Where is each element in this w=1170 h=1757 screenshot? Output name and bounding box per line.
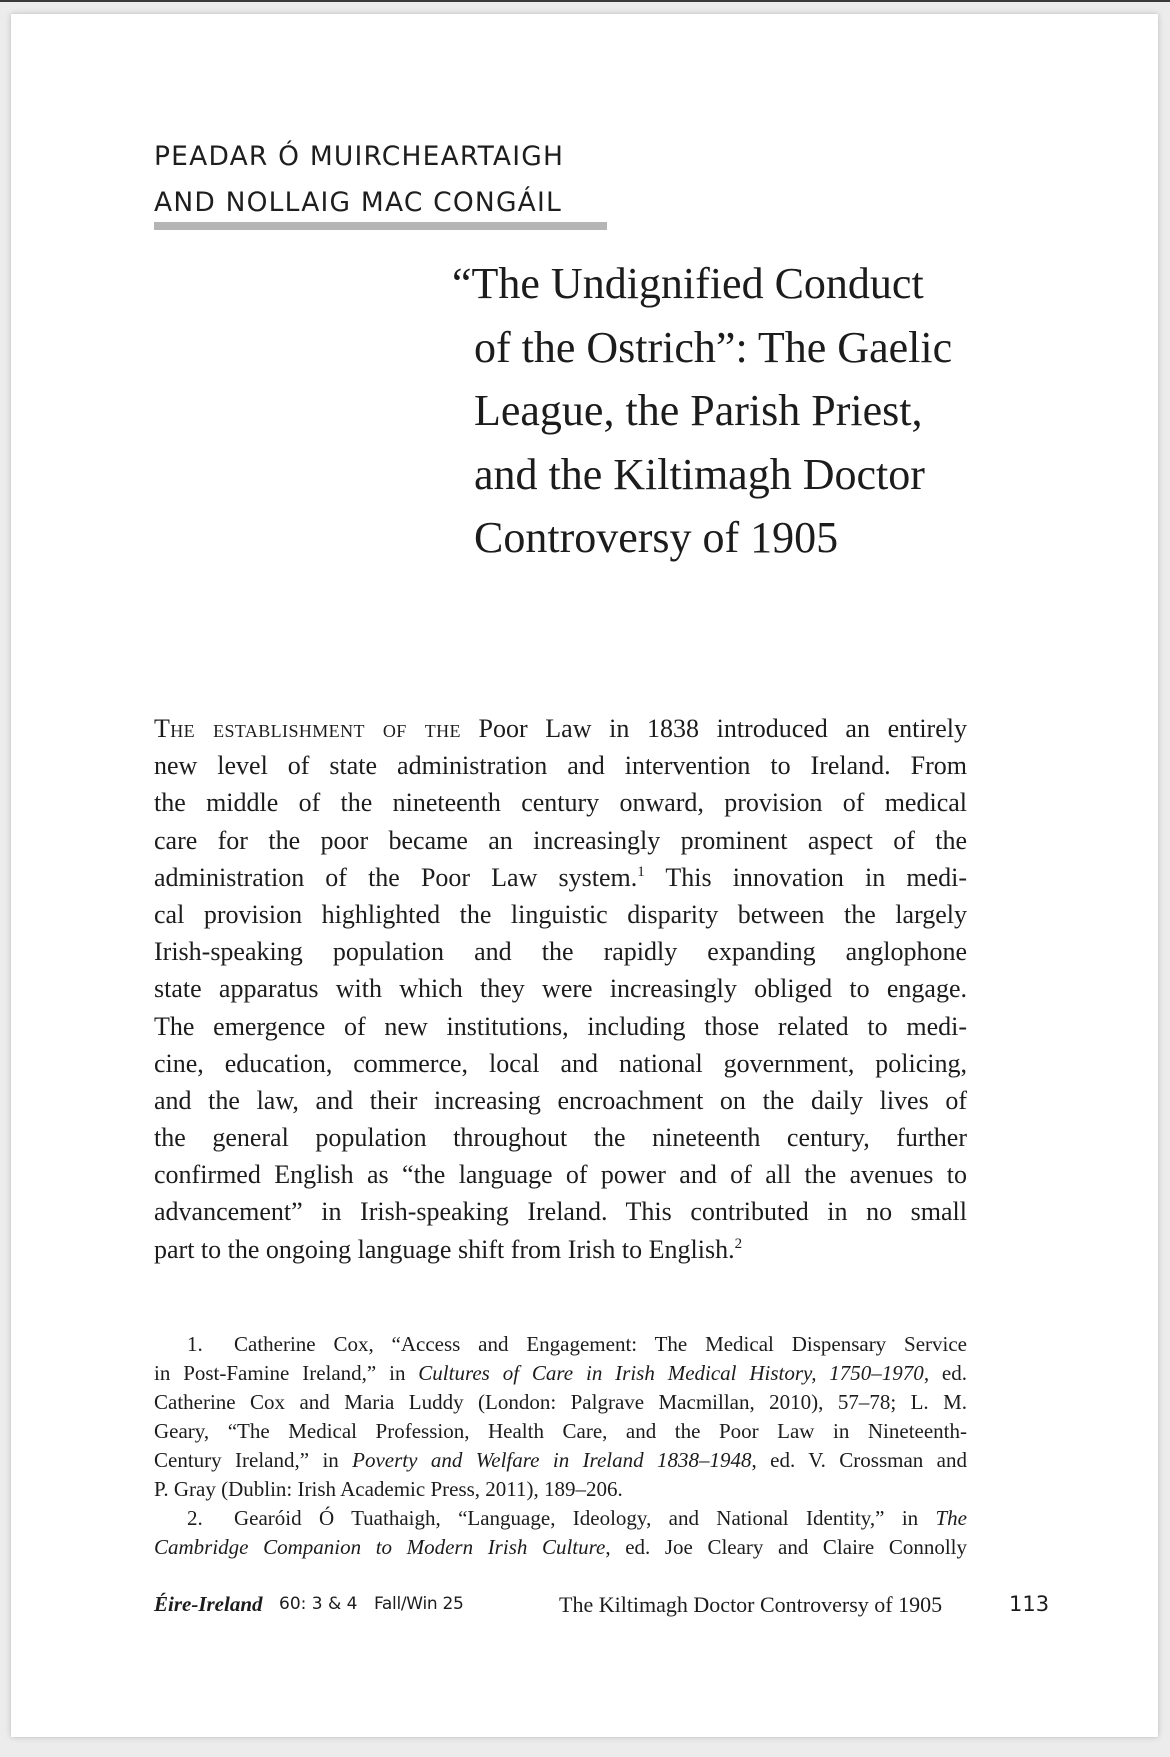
- journal-season: Fall/Win 25: [374, 1594, 464, 1614]
- body-line: the middle of the nineteenth century onward, provision of medical: [154, 788, 967, 818]
- body-line: cine, education, commerce, local and national government, policing,: [154, 1048, 967, 1078]
- author-byline: [154, 134, 564, 226]
- body-line: advancement” in Irish-speaking Ireland. This contributed in no small: [154, 1197, 967, 1227]
- body-line: The establishment of the Poor Law in 1838 introduced an entirely: [154, 714, 967, 743]
- footnote-number: 1.: [187, 1332, 203, 1356]
- article-title: [452, 252, 952, 570]
- footnote-line: Century Ireland,” in Poverty and Welfare in Ireland 1838–1948, ed. V. Crossman and: [154, 1448, 967, 1472]
- title-line: of the Ostrich”: The Gaelic: [474, 322, 953, 372]
- title-line: Controversy of 1905: [474, 513, 839, 562]
- body-line: the general population throughout the nineteenth century, further: [154, 1123, 967, 1153]
- author-line-1: PEADAR Ó MUIRCHEARTAIGH: [154, 141, 565, 172]
- body-line: administration of the Poor Law system.$^1$ This innovation in medi-: [154, 862, 967, 892]
- body-line: The emergence of new institutions, including those related to medi-: [154, 1011, 967, 1041]
- body-line: care for the poor became an increasingly prominent aspect of the: [154, 825, 967, 855]
- body-line: state apparatus with which they were increasingly obliged to engage.: [154, 974, 967, 1004]
- author-underline-rule: [154, 222, 607, 230]
- footnote-line: Geary, “The Medical Profession, Health Care, and the Poor Law in Nineteenth-: [154, 1419, 967, 1443]
- author-line-2: AND NOLLAIG MAC CONGÁIL: [154, 187, 562, 218]
- footnote-line: P. Gray (Dublin: Irish Academic Press, 2011), 189–206.: [154, 1477, 623, 1501]
- body-line: new level of state administration and intervention to Ireland. From: [154, 751, 967, 781]
- footnote-line: Cambridge Companion to Modern Irish Culture, ed. Joe Cleary and Claire Connolly: [154, 1535, 968, 1559]
- footnote-line: Catherine Cox and Maria Luddy (London: Palgrave Macmillan, 2010), 57–78; L. M.: [154, 1390, 967, 1414]
- footnote-2: 2. Gearóid Ó Tuathaigh, “Language, Ideology, and National Identity,” in The: [154, 1504, 967, 1533]
- title-line: and the Kiltimagh Doctor: [474, 449, 925, 499]
- running-title: The Kiltimagh Doctor Controversy of 1905: [559, 1592, 943, 1617]
- footnote-ref-2[interactable]: 2: [734, 1235, 743, 1252]
- page-number: 113: [1009, 1592, 1050, 1616]
- footnote-line: in Post-Famine Ireland,” in Cultures of Care in Irish Medical History, 1750–1970, ed.: [154, 1361, 967, 1385]
- body-line: Irish-speaking population and the rapidly expanding anglophone: [154, 937, 967, 967]
- footnote-1: 1. Catherine Cox, “Access and Engagement: The Medical Dispensary Service: [154, 1330, 967, 1359]
- footnote-number: 2.: [187, 1506, 203, 1530]
- page-footer: [154, 1592, 1050, 1624]
- lead-in-smallcaps: The establishment of the: [154, 714, 461, 743]
- book-title: The: [935, 1506, 967, 1530]
- journal-name: Éire-Ireland: [154, 1592, 263, 1616]
- footnotes: [154, 1330, 967, 1562]
- book-title: Cambridge Companion to Modern Irish Culture: [154, 1535, 606, 1559]
- body-line: part to the ongoing language shift from Irish to English.$^2$: [154, 1234, 743, 1264]
- title-line: League, the Parish Priest,: [474, 386, 923, 435]
- body-line: cal provision highlighted the linguistic disparity between the largely: [154, 899, 967, 929]
- body-line: confirmed English as “the language of power and of all the avenues to: [154, 1160, 967, 1190]
- title-line: “The Undignified Conduct: [452, 259, 924, 308]
- book-title: Cultures of Care in Irish Medical History, 1750–1970: [418, 1361, 924, 1385]
- book-title: Poverty and Welfare in Ireland 1838–1948: [352, 1448, 752, 1472]
- journal-issue: 60: 3 & 4: [279, 1594, 358, 1614]
- body-line: and the law, and their increasing encroachment on the daily lives of: [154, 1085, 967, 1115]
- document-page: [11, 14, 1158, 1737]
- body-paragraph: [154, 710, 967, 1268]
- footnote-ref-1[interactable]: 1: [637, 863, 645, 880]
